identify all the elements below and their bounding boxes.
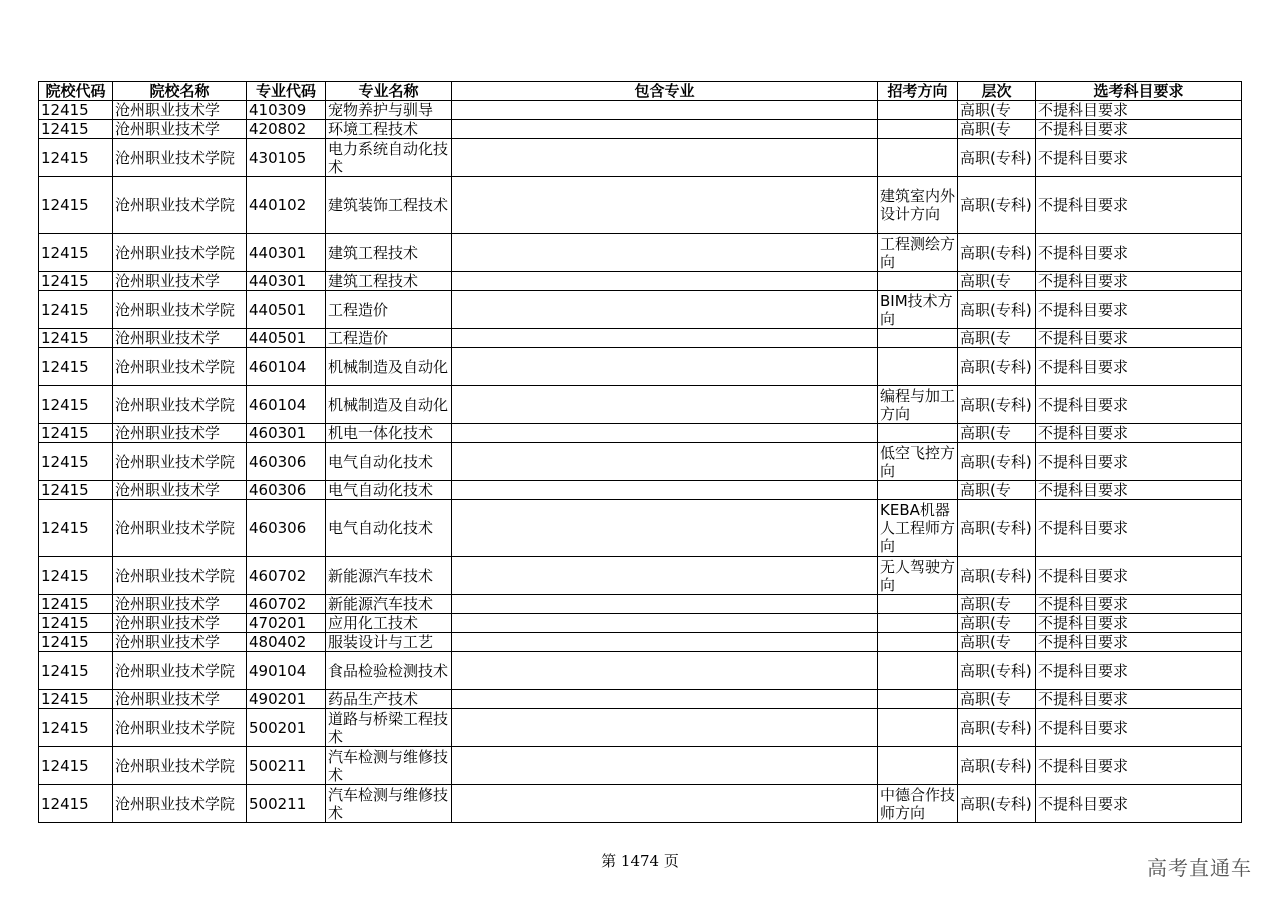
- cell-includes: [452, 614, 878, 633]
- cell-major-name: 机械制造及自动化: [326, 386, 452, 424]
- cell-major-code: 460301: [247, 424, 326, 443]
- cell-direction: [878, 595, 958, 614]
- cell-major-code: 460104: [247, 348, 326, 386]
- cell-major-name: 新能源汽车技术: [326, 595, 452, 614]
- cell-major-name: 工程造价: [326, 291, 452, 329]
- cell-major-code: 440501: [247, 291, 326, 329]
- cell-major-name: 新能源汽车技术: [326, 557, 452, 595]
- table-header-row: [39, 82, 1242, 101]
- cell-direction: [878, 424, 958, 443]
- cell-school-code: 12415: [39, 424, 113, 443]
- cell-subject-requirement: 不提科目要求: [1036, 291, 1242, 329]
- cell-direction: KEBA机器人工程师方向: [878, 500, 958, 557]
- cell-level: 高职(专科): [958, 291, 1036, 329]
- cell-subject-requirement: 不提科目要求: [1036, 443, 1242, 481]
- cell-level: 高职(专科): [958, 747, 1036, 785]
- cell-school-name: 沧州职业技术学院: [113, 291, 247, 329]
- cell-direction: 低空飞控方向: [878, 443, 958, 481]
- cell-major-name: 电气自动化技术: [326, 443, 452, 481]
- cell-school-code: 12415: [39, 557, 113, 595]
- cell-school-code: 12415: [39, 101, 113, 120]
- cell-includes: [452, 500, 878, 557]
- cell-school-code: 12415: [39, 272, 113, 291]
- page-number: 第 1474 页: [601, 852, 679, 870]
- cell-major-code: 440301: [247, 272, 326, 291]
- header-school-code: 院校代码: [39, 82, 113, 101]
- cell-level: 高职(专科): [958, 557, 1036, 595]
- header-subject-requirement: 选考科目要求: [1036, 82, 1242, 101]
- cell-major-name: 服装设计与工艺: [326, 633, 452, 652]
- cell-major-code: 490104: [247, 652, 326, 690]
- cell-school-code: 12415: [39, 329, 113, 348]
- cell-school-name: 沧州职业技术学院: [113, 500, 247, 557]
- cell-major-name: 电气自动化技术: [326, 500, 452, 557]
- cell-major-code: 500201: [247, 709, 326, 747]
- cell-major-code: 500211: [247, 785, 326, 823]
- cell-subject-requirement: 不提科目要求: [1036, 652, 1242, 690]
- cell-school-code: 12415: [39, 291, 113, 329]
- cell-school-name: 沧州职业技术学院: [113, 348, 247, 386]
- table-row: [39, 614, 1242, 633]
- table-row: [39, 101, 1242, 120]
- header-includes: 包含专业: [452, 82, 878, 101]
- header-school-name: 院校名称: [113, 82, 247, 101]
- cell-level: 高职(专: [958, 595, 1036, 614]
- cell-level: 高职(专: [958, 614, 1036, 633]
- cell-school-name: 沧州职业技术学院: [113, 443, 247, 481]
- table-body: [39, 101, 1242, 823]
- cell-direction: 建筑室内外设计方向: [878, 177, 958, 234]
- table-row: [39, 690, 1242, 709]
- cell-school-name: 沧州职业技术学院: [113, 709, 247, 747]
- cell-direction: [878, 120, 958, 139]
- cell-school-name: 沧州职业技术学: [113, 481, 247, 500]
- cell-major-name: 汽车检测与维修技术: [326, 785, 452, 823]
- header-major-code: 专业代码: [247, 82, 326, 101]
- cell-level: 高职(专科): [958, 443, 1036, 481]
- cell-direction: [878, 139, 958, 177]
- cell-direction: [878, 614, 958, 633]
- cell-includes: [452, 234, 878, 272]
- cell-subject-requirement: 不提科目要求: [1036, 633, 1242, 652]
- cell-includes: [452, 139, 878, 177]
- cell-direction: [878, 747, 958, 785]
- cell-direction: [878, 348, 958, 386]
- cell-major-name: 机电一体化技术: [326, 424, 452, 443]
- cell-subject-requirement: 不提科目要求: [1036, 785, 1242, 823]
- cell-major-name: 食品检验检测技术: [326, 652, 452, 690]
- table-row: [39, 557, 1242, 595]
- cell-major-code: 460702: [247, 595, 326, 614]
- cell-school-name: 沧州职业技术学: [113, 614, 247, 633]
- cell-includes: [452, 633, 878, 652]
- cell-school-name: 沧州职业技术学: [113, 633, 247, 652]
- cell-direction: 工程测绘方向: [878, 234, 958, 272]
- cell-subject-requirement: 不提科目要求: [1036, 481, 1242, 500]
- cell-school-code: 12415: [39, 443, 113, 481]
- cell-major-code: 440501: [247, 329, 326, 348]
- cell-school-code: 12415: [39, 652, 113, 690]
- cell-subject-requirement: 不提科目要求: [1036, 557, 1242, 595]
- cell-level: 高职(专: [958, 120, 1036, 139]
- cell-school-code: 12415: [39, 348, 113, 386]
- table-row: [39, 120, 1242, 139]
- cell-subject-requirement: 不提科目要求: [1036, 690, 1242, 709]
- cell-school-name: 沧州职业技术学: [113, 101, 247, 120]
- cell-school-name: 沧州职业技术学院: [113, 139, 247, 177]
- cell-level: 高职(专科): [958, 386, 1036, 424]
- cell-school-name: 沧州职业技术学: [113, 329, 247, 348]
- cell-school-name: 沧州职业技术学院: [113, 557, 247, 595]
- cell-school-code: 12415: [39, 690, 113, 709]
- cell-school-name: 沧州职业技术学院: [113, 234, 247, 272]
- cell-school-code: 12415: [39, 120, 113, 139]
- cell-major-code: 410309: [247, 101, 326, 120]
- cell-school-name: 沧州职业技术学: [113, 272, 247, 291]
- cell-school-name: 沧州职业技术学院: [113, 177, 247, 234]
- cell-direction: [878, 690, 958, 709]
- cell-includes: [452, 557, 878, 595]
- cell-major-name: 电力系统自动化技术: [326, 139, 452, 177]
- table-row: [39, 652, 1242, 690]
- admissions-table: [38, 81, 1242, 823]
- cell-includes: [452, 747, 878, 785]
- cell-direction: [878, 652, 958, 690]
- cell-level: 高职(专科): [958, 652, 1036, 690]
- cell-major-name: 建筑装饰工程技术: [326, 177, 452, 234]
- cell-level: 高职(专: [958, 481, 1036, 500]
- table-row: [39, 272, 1242, 291]
- cell-includes: [452, 481, 878, 500]
- cell-major-name: 汽车检测与维修技术: [326, 747, 452, 785]
- cell-subject-requirement: 不提科目要求: [1036, 234, 1242, 272]
- cell-subject-requirement: 不提科目要求: [1036, 747, 1242, 785]
- cell-major-name: 建筑工程技术: [326, 234, 452, 272]
- cell-major-code: 460104: [247, 386, 326, 424]
- cell-includes: [452, 785, 878, 823]
- cell-school-code: 12415: [39, 177, 113, 234]
- cell-includes: [452, 652, 878, 690]
- cell-school-name: 沧州职业技术学院: [113, 747, 247, 785]
- cell-includes: [452, 120, 878, 139]
- cell-subject-requirement: 不提科目要求: [1036, 386, 1242, 424]
- cell-major-code: 430105: [247, 139, 326, 177]
- cell-major-code: 420802: [247, 120, 326, 139]
- cell-major-name: 道路与桥梁工程技术: [326, 709, 452, 747]
- table-row: [39, 500, 1242, 557]
- cell-subject-requirement: 不提科目要求: [1036, 272, 1242, 291]
- cell-school-name: 沧州职业技术学院: [113, 785, 247, 823]
- cell-major-name: 电气自动化技术: [326, 481, 452, 500]
- cell-major-name: 机械制造及自动化: [326, 348, 452, 386]
- cell-major-code: 440301: [247, 234, 326, 272]
- cell-major-code: 490201: [247, 690, 326, 709]
- cell-direction: [878, 101, 958, 120]
- watermark-logo: 高考直通车: [1147, 856, 1252, 880]
- cell-includes: [452, 101, 878, 120]
- cell-major-name: 药品生产技术: [326, 690, 452, 709]
- cell-level: 高职(专: [958, 101, 1036, 120]
- table-row: [39, 291, 1242, 329]
- cell-major-code: 460306: [247, 500, 326, 557]
- cell-major-code: 460306: [247, 443, 326, 481]
- table-row: [39, 424, 1242, 443]
- cell-school-code: 12415: [39, 785, 113, 823]
- cell-major-name: 应用化工技术: [326, 614, 452, 633]
- cell-school-name: 沧州职业技术学院: [113, 652, 247, 690]
- cell-level: 高职(专: [958, 272, 1036, 291]
- cell-major-code: 470201: [247, 614, 326, 633]
- cell-subject-requirement: 不提科目要求: [1036, 709, 1242, 747]
- cell-includes: [452, 291, 878, 329]
- cell-school-code: 12415: [39, 633, 113, 652]
- table-row: [39, 747, 1242, 785]
- cell-school-name: 沧州职业技术学: [113, 424, 247, 443]
- cell-direction: [878, 709, 958, 747]
- cell-includes: [452, 272, 878, 291]
- cell-school-code: 12415: [39, 595, 113, 614]
- cell-level: 高职(专: [958, 329, 1036, 348]
- cell-direction: [878, 272, 958, 291]
- cell-direction: 无人驾驶方向: [878, 557, 958, 595]
- cell-level: 高职(专科): [958, 177, 1036, 234]
- cell-major-code: 440102: [247, 177, 326, 234]
- cell-school-code: 12415: [39, 500, 113, 557]
- table-row: [39, 481, 1242, 500]
- cell-includes: [452, 443, 878, 481]
- table-row: [39, 177, 1242, 234]
- cell-school-code: 12415: [39, 709, 113, 747]
- cell-direction: 中德合作技师方向: [878, 785, 958, 823]
- cell-major-name: 环境工程技术: [326, 120, 452, 139]
- table-row: [39, 329, 1242, 348]
- cell-level: 高职(专科): [958, 785, 1036, 823]
- table-row: [39, 709, 1242, 747]
- cell-subject-requirement: 不提科目要求: [1036, 500, 1242, 557]
- cell-school-name: 沧州职业技术学院: [113, 386, 247, 424]
- cell-direction: [878, 481, 958, 500]
- cell-subject-requirement: 不提科目要求: [1036, 329, 1242, 348]
- cell-level: 高职(专科): [958, 139, 1036, 177]
- cell-level: 高职(专科): [958, 500, 1036, 557]
- cell-major-name: 建筑工程技术: [326, 272, 452, 291]
- cell-subject-requirement: 不提科目要求: [1036, 424, 1242, 443]
- cell-major-code: 460306: [247, 481, 326, 500]
- cell-direction: [878, 633, 958, 652]
- cell-subject-requirement: 不提科目要求: [1036, 101, 1242, 120]
- cell-school-code: 12415: [39, 386, 113, 424]
- cell-school-code: 12415: [39, 139, 113, 177]
- cell-level: 高职(专科): [958, 348, 1036, 386]
- cell-subject-requirement: 不提科目要求: [1036, 348, 1242, 386]
- cell-major-code: 500211: [247, 747, 326, 785]
- cell-includes: [452, 595, 878, 614]
- cell-includes: [452, 177, 878, 234]
- cell-school-code: 12415: [39, 234, 113, 272]
- table-row: [39, 443, 1242, 481]
- cell-level: 高职(专科): [958, 709, 1036, 747]
- cell-level: 高职(专科): [958, 234, 1036, 272]
- header-major-name: 专业名称: [326, 82, 452, 101]
- cell-subject-requirement: 不提科目要求: [1036, 139, 1242, 177]
- table-row: [39, 139, 1242, 177]
- table-row: [39, 595, 1242, 614]
- cell-subject-requirement: 不提科目要求: [1036, 177, 1242, 234]
- table-row: [39, 386, 1242, 424]
- cell-includes: [452, 329, 878, 348]
- cell-level: 高职(专: [958, 690, 1036, 709]
- cell-major-code: 480402: [247, 633, 326, 652]
- table-row: [39, 785, 1242, 823]
- cell-includes: [452, 348, 878, 386]
- table-row: [39, 234, 1242, 272]
- cell-includes: [452, 424, 878, 443]
- cell-includes: [452, 709, 878, 747]
- table-row: [39, 633, 1242, 652]
- cell-school-code: 12415: [39, 747, 113, 785]
- cell-level: 高职(专: [958, 424, 1036, 443]
- cell-subject-requirement: 不提科目要求: [1036, 120, 1242, 139]
- cell-major-name: 工程造价: [326, 329, 452, 348]
- cell-school-code: 12415: [39, 614, 113, 633]
- header-direction: 招考方向: [878, 82, 958, 101]
- cell-major-name: 宠物养护与驯导: [326, 101, 452, 120]
- cell-school-name: 沧州职业技术学: [113, 120, 247, 139]
- cell-school-code: 12415: [39, 481, 113, 500]
- table-row: [39, 348, 1242, 386]
- cell-direction: [878, 329, 958, 348]
- cell-major-code: 460702: [247, 557, 326, 595]
- cell-subject-requirement: 不提科目要求: [1036, 595, 1242, 614]
- header-level: 层次: [958, 82, 1036, 101]
- cell-subject-requirement: 不提科目要求: [1036, 614, 1242, 633]
- cell-school-name: 沧州职业技术学: [113, 595, 247, 614]
- cell-direction: 编程与加工方向: [878, 386, 958, 424]
- cell-school-name: 沧州职业技术学: [113, 690, 247, 709]
- cell-direction: BIM技术方向: [878, 291, 958, 329]
- cell-includes: [452, 690, 878, 709]
- cell-includes: [452, 386, 878, 424]
- cell-level: 高职(专: [958, 633, 1036, 652]
